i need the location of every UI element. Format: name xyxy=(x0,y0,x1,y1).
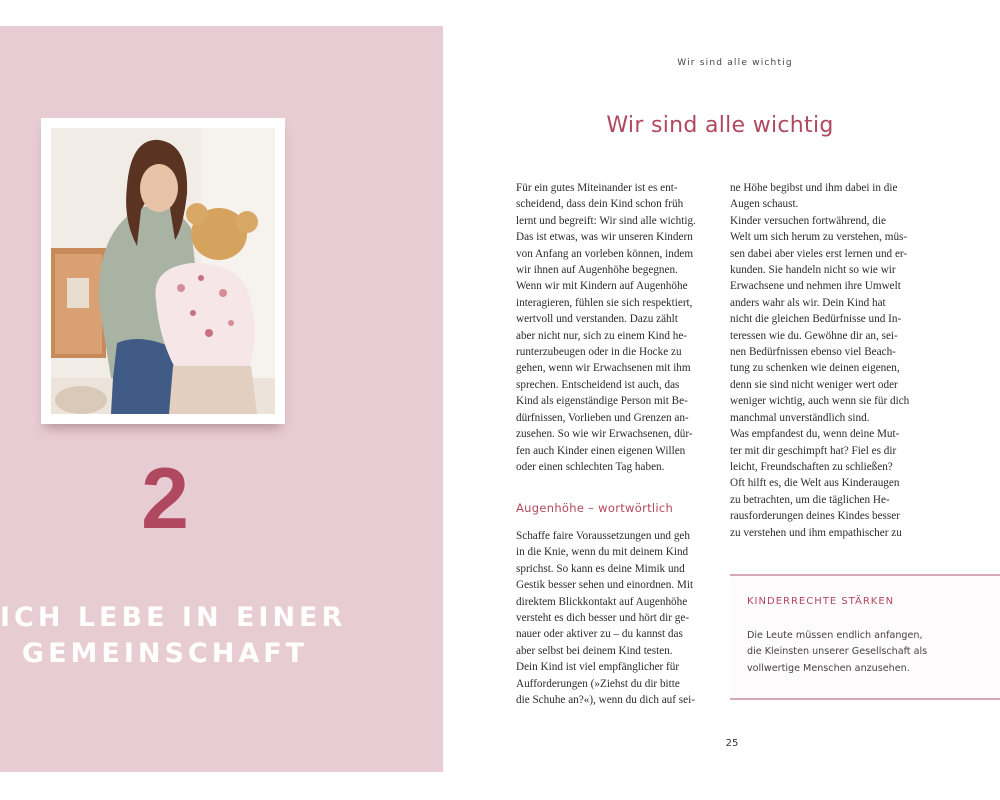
text-line: zusehen. So wie wir Erwachsenen, dür- xyxy=(516,428,693,441)
text-line: Gestik besser sehen und einordnen. Mit xyxy=(516,579,694,592)
text-line: Kind als eigenständige Person mit Be- xyxy=(516,395,688,408)
text-line: versteht es dich besser und hört dir ge- xyxy=(516,612,690,625)
left-page xyxy=(0,26,443,772)
text-line: Augen schaust. xyxy=(730,198,799,211)
text-line: denn sie sind nicht weniger wert oder xyxy=(730,378,898,391)
text-line: fen auch Kinder einen eigenen Willen xyxy=(516,444,686,457)
running-head: Wir sind alle wichtig xyxy=(677,58,793,68)
photo-mother-and-child xyxy=(51,128,275,414)
info-box-title: KINDERRECHTE STÄRKEN xyxy=(747,596,895,607)
text-line: oder einen schlechten Tag haben. xyxy=(516,460,665,473)
body-text-column-2 xyxy=(730,180,909,541)
text-line: nen Bedürfnissen ebenso viel Beach- xyxy=(730,346,896,359)
text-line: scheidend, dass dein Kind schon früh xyxy=(516,198,684,211)
text-line: ne Höhe begibst und ihm dabei in die xyxy=(730,182,898,194)
body-text-column-1-bottom xyxy=(516,528,695,708)
text-line: wir ihnen auf Augenhöhe begegnen. xyxy=(516,264,678,277)
text-line: zu verstehen und ihm empathischer zu xyxy=(730,526,902,539)
text-line: aber nicht nur, sich zu einem Kind he- xyxy=(516,329,688,342)
photo-frame xyxy=(41,118,285,424)
text-line: nicht die gleichen Bedürfnisse und In- xyxy=(730,313,902,326)
text-line: interagieren, fühlen sie sich respektiert, xyxy=(516,296,693,309)
text-line: aber selbst bei deinem Kind testen. xyxy=(516,644,673,657)
text-line: weniger wichtig, auch wenn sie für dich xyxy=(730,395,910,408)
text-line: Oft hilft es, die Welt aus Kinderaugen xyxy=(730,477,900,490)
text-line: lernt und begreift: Wir sind alle wichtig. xyxy=(516,214,696,227)
chapter-number: 2 xyxy=(141,451,189,547)
text-line: von Anfang an vorleben können, indem xyxy=(516,247,694,260)
text-line: Wenn wir mit Kindern auf Augenhöhe xyxy=(516,280,688,293)
text-line: anders wahr als wir. Dein Kind hat xyxy=(730,296,886,309)
text-line: dürfnissen, Vorlieben und Grenzen an- xyxy=(516,411,689,424)
text-line: sen dabei aber vieles erst lernen und er- xyxy=(730,247,908,260)
text-line: gehen, wenn wir Erwachsenen mit ihm xyxy=(516,362,691,375)
text-line: Kinder versuchen fortwährend, die xyxy=(730,214,886,227)
text-line: runterzubeugen oder in die Hocke zu xyxy=(516,346,682,359)
chapter-title-line: ICH LEBE IN EINER xyxy=(0,602,347,633)
text-line: nauer oder aktiver zu – du kannst das xyxy=(516,628,683,641)
text-line: vollwertige Menschen anzusehen. xyxy=(747,662,910,674)
text-line: kunden. Sie handeln nicht so wie wir xyxy=(730,264,896,277)
text-line: rausforderungen deines Kindes besser xyxy=(730,510,900,523)
text-line: leicht, Freundschaften zu schließen? xyxy=(730,460,893,473)
text-line: wertvoll und verstanden. Dazu zählt xyxy=(516,313,678,326)
text-line: direktem Blickkontakt auf Augenhöhe xyxy=(516,595,688,608)
page-number: 25 xyxy=(725,738,739,749)
text-line: Für ein gutes Miteinander ist es ent- xyxy=(516,182,678,194)
info-box-text xyxy=(747,628,927,677)
text-line: sprechen. Entscheidend ist auch, das xyxy=(516,378,680,391)
text-line: Schaffe faire Voraussetzungen und geh xyxy=(516,530,690,542)
subheading: Augenhöhe – wortwörtlich xyxy=(516,501,674,515)
body-text-column-1-top xyxy=(516,180,696,475)
text-line: tung zu schenken wie deinen eigenen, xyxy=(730,362,900,375)
text-line: Die Leute müssen endlich anfangen, xyxy=(747,630,923,641)
info-box-top-rule xyxy=(730,574,1000,576)
text-line: zu betrachten, um die täglichen He- xyxy=(730,493,890,506)
text-line: ter mit dir geschimpft hat? Fiel es dir xyxy=(730,444,897,457)
chapter-title xyxy=(0,600,347,672)
text-line: sprichst. So kann es deine Mimik und xyxy=(516,562,685,575)
chapter-title-line: GEMEINSCHAFT xyxy=(21,638,309,669)
page-heading: Wir sind alle wichtig xyxy=(606,113,834,138)
text-line: Dein Kind ist viel empfänglicher für xyxy=(516,661,680,674)
text-line: die Schuhe an?«), wenn du dich auf sei- xyxy=(516,694,695,707)
text-line: Was empfandest du, wenn deine Mut- xyxy=(730,428,900,441)
text-line: in die Knie, wenn du mit deinem Kind xyxy=(516,546,689,559)
info-box-bottom-rule xyxy=(730,698,1000,700)
text-line: manchmal unverständlich sind. xyxy=(730,411,870,424)
text-line: die Kleinsten unserer Gesellschaft als xyxy=(747,646,928,658)
text-line: Welt um sich herum zu verstehen, müs- xyxy=(730,231,908,244)
text-line: Erwachsene und nehmen ihre Umwelt xyxy=(730,280,901,293)
text-line: Das ist etwas, was wir unseren Kindern xyxy=(516,231,693,244)
text-line: teressen wie du. Gewöhne dir an, sei- xyxy=(730,329,898,342)
text-line: Aufforderungen (»Ziehst du dir bitte xyxy=(516,677,680,690)
